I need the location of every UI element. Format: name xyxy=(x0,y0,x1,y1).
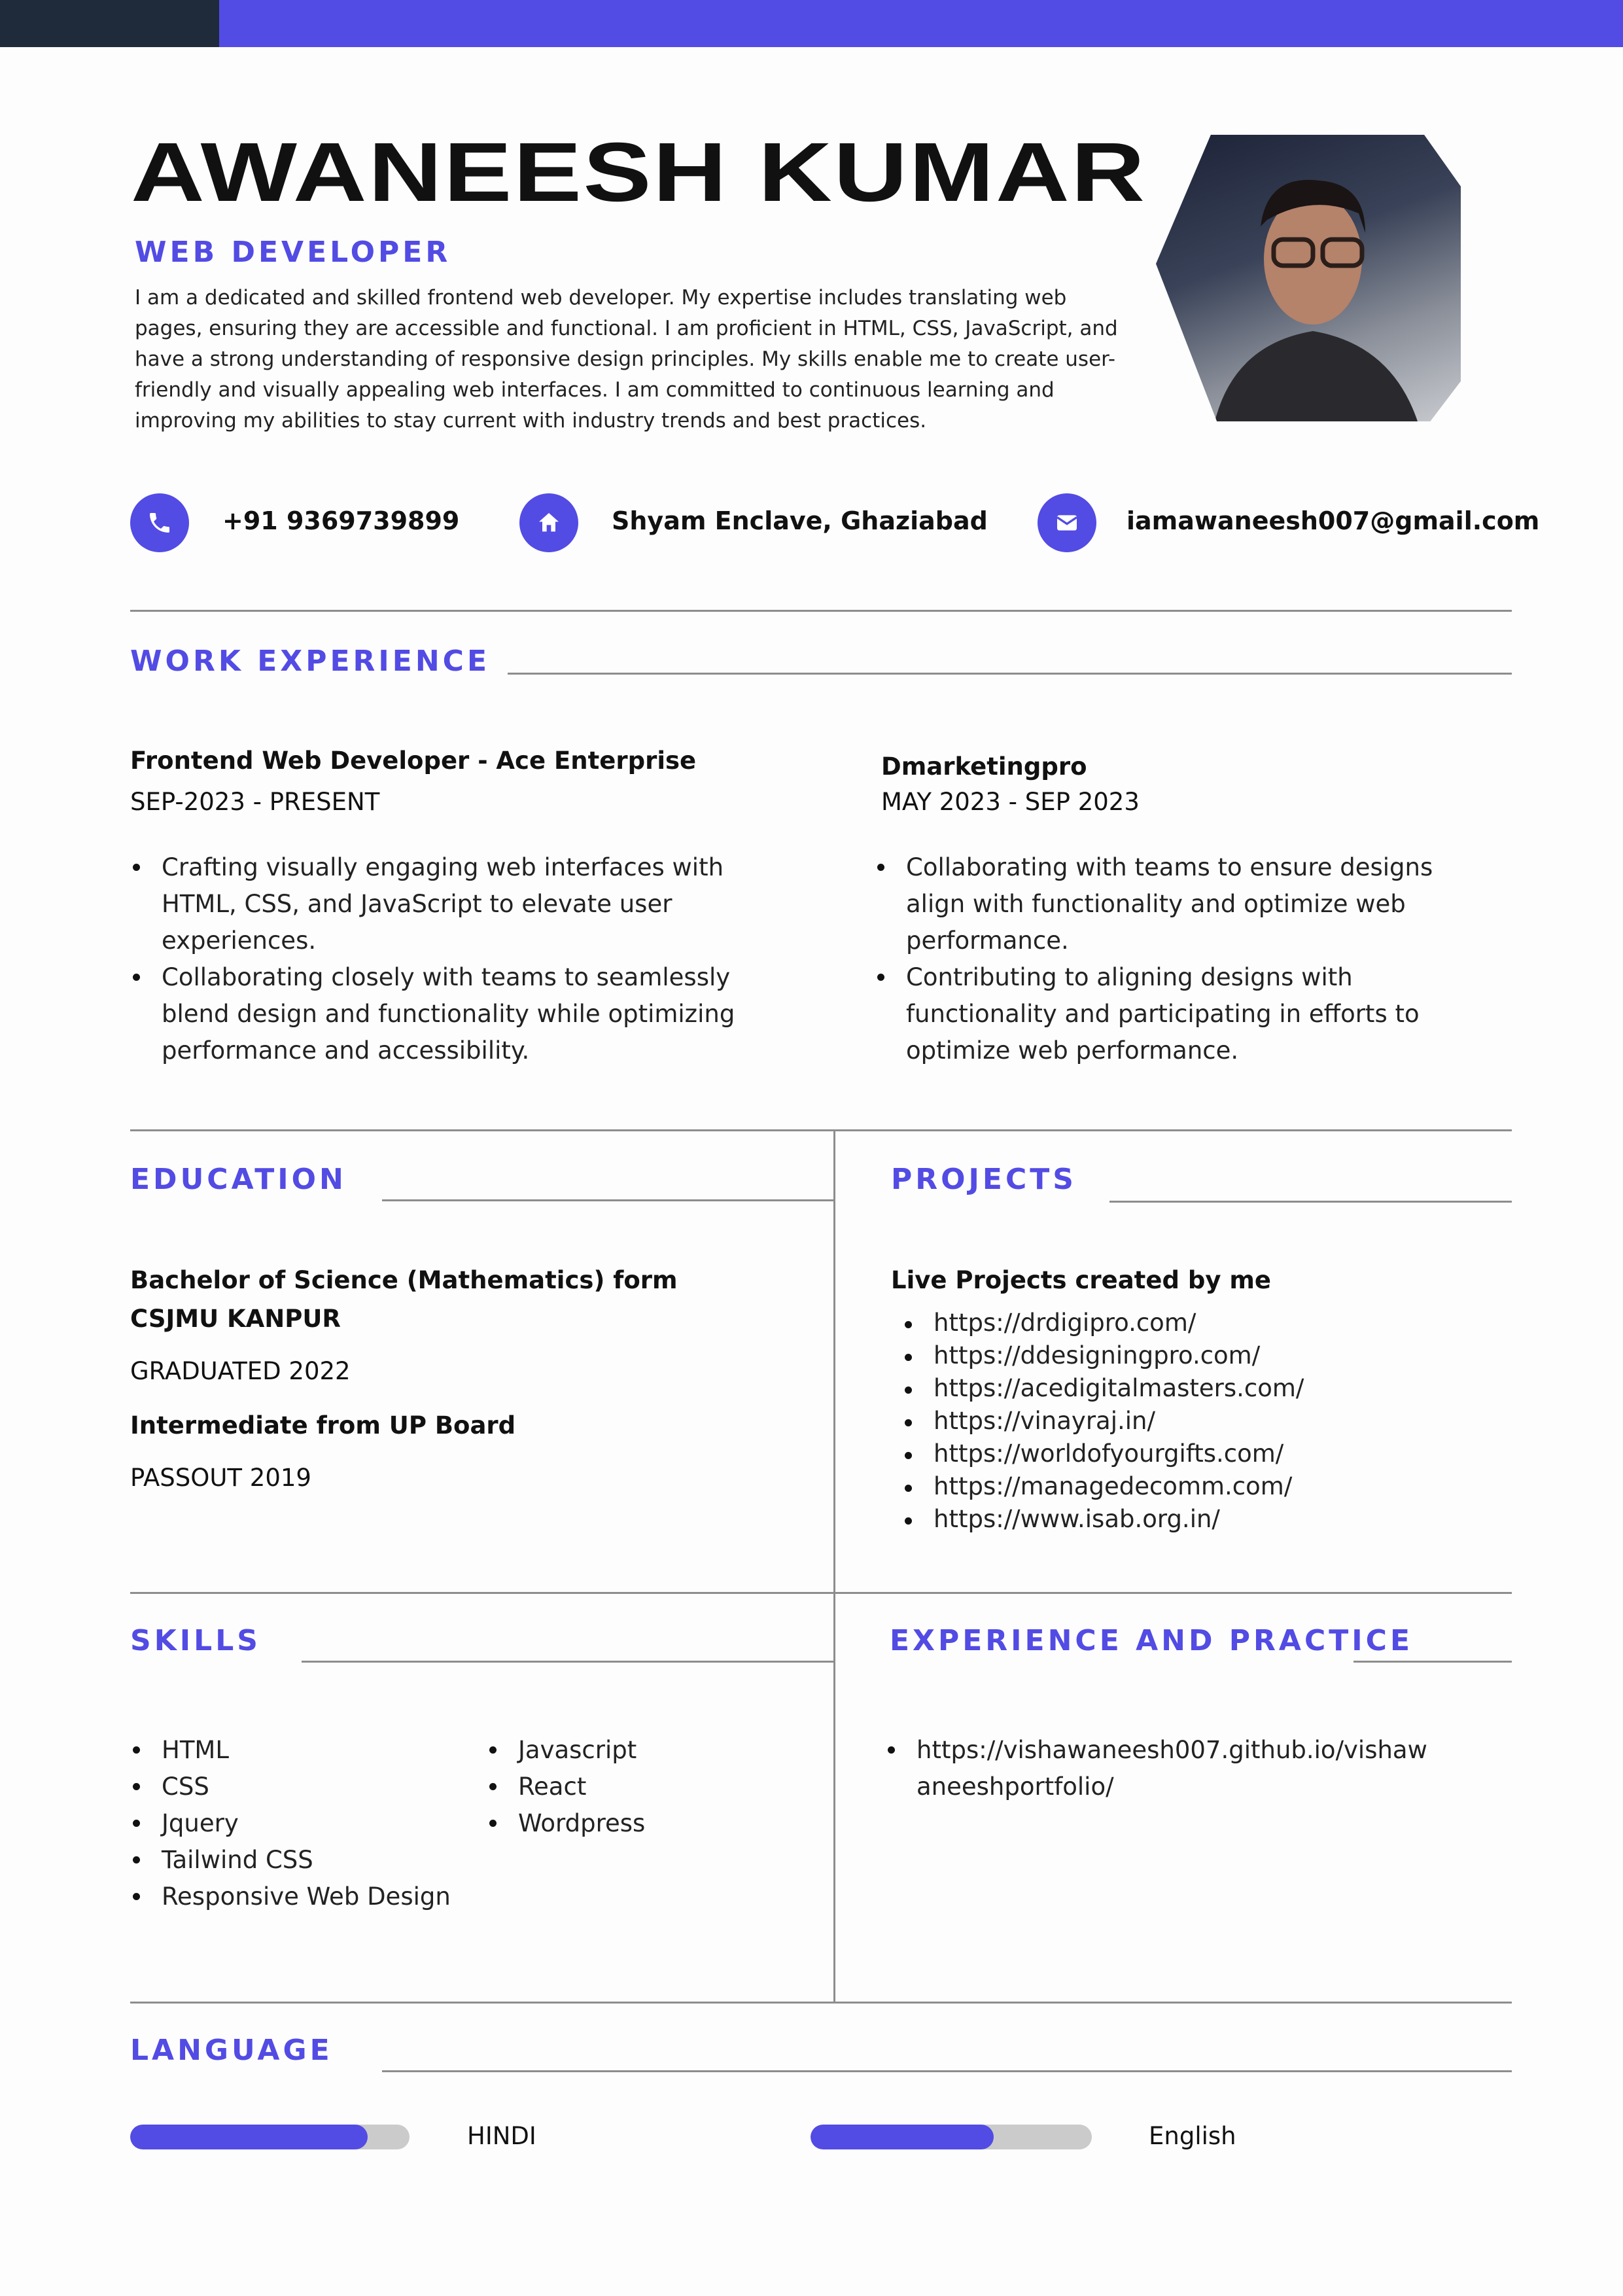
language-name: English xyxy=(1149,2122,1236,2150)
degree: Bachelor of Science (Mathematics) form xyxy=(130,1266,678,1294)
intermediate: Intermediate from UP Board xyxy=(130,1411,516,1439)
list-item: Collaborating closely with teams to seamlessly blend design and functionality while optimizing performance and accessibility. xyxy=(162,959,737,1069)
list-item: Contributing to aligning designs with functionality and participating in efforts to optimize web performance. xyxy=(906,959,1469,1069)
graduated: GRADUATED 2022 xyxy=(130,1357,351,1385)
summary: I am a dedicated and skilled frontend web developer. My expertise includes translating web pages, ensuring they are accessible and functional. I am proficient in HTML, CSS, JavaScript, and have a strong understanding of responsive design principles. My skills enable me to create user-friendly and visually appealing web interfaces. I am committed to continuous learning and improving my abilities to stay current with industry trends and best practices. xyxy=(135,286,1118,433)
skill-item: Wordpress xyxy=(518,1805,645,1842)
job-dates: SEP-2023 - PRESENT xyxy=(130,788,380,816)
job-title: Frontend Web Developer - Ace Enterprise xyxy=(130,747,697,775)
project-link[interactable]: https://drdigipro.com/ xyxy=(934,1307,1496,1339)
language-name: HINDI xyxy=(467,2122,536,2150)
language-bar-fill xyxy=(130,2125,368,2149)
practice-heading: EXPERIENCE AND PRACTICE xyxy=(890,1624,1414,1657)
skill-item: HTML xyxy=(162,1732,451,1769)
language-bar-fill xyxy=(811,2125,994,2149)
phone-number[interactable]: +91 9369739899 xyxy=(222,506,460,535)
email[interactable]: iamawaneesh007@gmail.com xyxy=(1126,506,1540,535)
divider xyxy=(130,1129,1512,1131)
language-bar-hindi xyxy=(130,2125,410,2149)
job-bullets xyxy=(162,849,737,1069)
list-item: Crafting visually engaging web interfaces with HTML, CSS, and JavaScript to elevate user experiences. xyxy=(162,849,737,959)
divider xyxy=(302,1661,834,1663)
passout: PASSOUT 2019 xyxy=(130,1464,311,1492)
work-heading: WORK EXPERIENCE xyxy=(130,645,490,678)
project-link[interactable]: https://vinayraj.in/ xyxy=(934,1405,1496,1438)
list-item: Collaborating with teams to ensure designs align with functionality and optimize web performance. xyxy=(906,849,1469,959)
phone-icon xyxy=(130,493,189,552)
job-role: WEB DEVELOPER xyxy=(135,236,451,269)
language-bar-english xyxy=(811,2125,1092,2149)
skills-heading: SKILLS xyxy=(130,1624,261,1657)
skills-list xyxy=(518,1732,645,1842)
profile-photo xyxy=(1156,135,1461,421)
project-link[interactable]: https://worldofyourgifts.com/ xyxy=(934,1438,1496,1470)
skill-item: Javascript xyxy=(518,1732,645,1769)
practice-links xyxy=(916,1732,1440,1805)
divider xyxy=(508,673,1512,675)
skill-item: Tailwind CSS xyxy=(162,1842,451,1879)
portfolio-link[interactable]: https://vishawaneesh007.github.io/vishaw aneeshportfolio/ xyxy=(916,1732,1440,1805)
university: CSJMU KANPUR xyxy=(130,1305,341,1333)
divider xyxy=(382,1199,834,1201)
divider xyxy=(130,2002,1512,2004)
top-bar-dark xyxy=(0,0,219,47)
project-link[interactable]: https://www.isab.org.in/ xyxy=(934,1503,1496,1536)
divider xyxy=(1109,1201,1512,1203)
address: Shyam Enclave, Ghaziabad xyxy=(612,506,988,535)
project-link[interactable]: https://acedigitalmasters.com/ xyxy=(934,1372,1496,1405)
divider xyxy=(130,610,1512,612)
divider xyxy=(130,1592,1512,1594)
home-icon xyxy=(519,493,578,552)
skills-list xyxy=(162,1732,451,1915)
job-bullets xyxy=(906,849,1469,1069)
education-heading: EDUCATION xyxy=(130,1163,347,1196)
top-bar-accent xyxy=(219,0,1623,47)
skill-item: Responsive Web Design xyxy=(162,1879,451,1915)
project-link[interactable]: https://ddesigningpro.com/ xyxy=(934,1339,1496,1372)
skill-item: CSS xyxy=(162,1769,451,1805)
skill-item: React xyxy=(518,1769,645,1805)
mail-icon xyxy=(1038,493,1096,552)
language-heading: LANGUAGE xyxy=(130,2034,333,2067)
projects-subtitle: Live Projects created by me xyxy=(891,1266,1271,1294)
project-links xyxy=(934,1307,1496,1536)
project-link[interactable]: https://managedecomm.com/ xyxy=(934,1470,1496,1503)
projects-heading: PROJECTS xyxy=(891,1163,1077,1196)
candidate-name: AWANEESH KUMAR xyxy=(131,126,1147,219)
divider xyxy=(382,2070,1512,2072)
skill-item: Jquery xyxy=(162,1805,451,1842)
job-dates: MAY 2023 - SEP 2023 xyxy=(881,788,1140,816)
job-title: Dmarketingpro xyxy=(881,752,1087,781)
divider xyxy=(1353,1661,1512,1663)
vertical-divider xyxy=(833,1129,835,2002)
